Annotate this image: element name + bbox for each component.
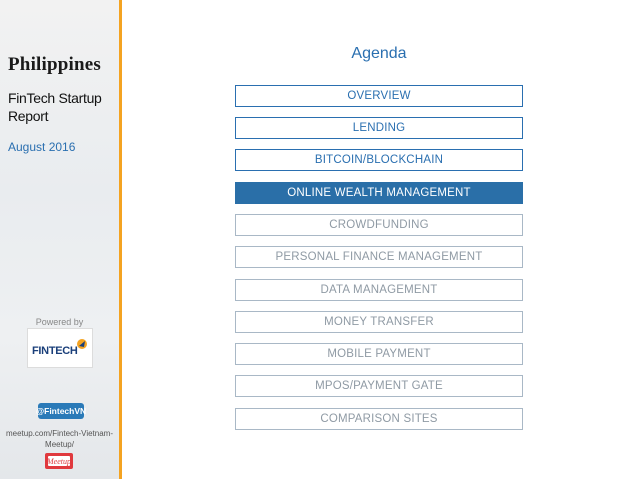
sidebar	[0, 0, 119, 479]
fintech-logo-text: FINTECH	[32, 345, 78, 357]
agenda-item-overview[interactable]: OVERVIEW	[235, 85, 523, 107]
sidebar-accent-border	[119, 0, 122, 479]
meetup-logo-text: Meetup	[47, 456, 71, 466]
report-subtitle: FinTech Startup Report	[8, 90, 102, 124]
report-date: August 2016	[8, 140, 76, 154]
agenda-item-online-wealth-management[interactable]: ONLINE WEALTH MANAGEMENT	[235, 182, 523, 204]
agenda-item-personal-finance-management[interactable]: PERSONAL FINANCE MANAGEMENT	[235, 246, 523, 268]
rocket-icon	[75, 337, 89, 351]
agenda-item-lending[interactable]: LENDING	[235, 117, 523, 139]
agenda-item-data-management[interactable]: DATA MANAGEMENT	[235, 279, 523, 301]
agenda-item-mpos-payment-gate[interactable]: MPOS/PAYMENT GATE	[235, 375, 523, 397]
report-country-title: Philippines	[8, 54, 102, 75]
agenda-item-money-transfer[interactable]: MONEY TRANSFER	[235, 311, 523, 333]
agenda-item-crowdfunding[interactable]: CROWDFUNDING	[235, 214, 523, 236]
powered-by-label: Powered by	[35, 317, 84, 327]
fintech-logo	[27, 328, 93, 368]
agenda-item-mobile-payment[interactable]: MOBILE PAYMENT	[235, 343, 523, 365]
meetup-logo[interactable]	[45, 453, 73, 469]
agenda-title: Agenda	[351, 45, 407, 62]
agenda-item-comparison-sites[interactable]: COMPARISON SITES	[235, 408, 523, 430]
twitter-handle-badge[interactable]: @FintechVN	[38, 403, 84, 419]
agenda-item-bitcoin-blockchain[interactable]: BITCOIN/BLOCKCHAIN	[235, 149, 523, 171]
meetup-url-link[interactable]: meetup.com/Fintech-Vietnam-Meetup/	[5, 429, 113, 449]
